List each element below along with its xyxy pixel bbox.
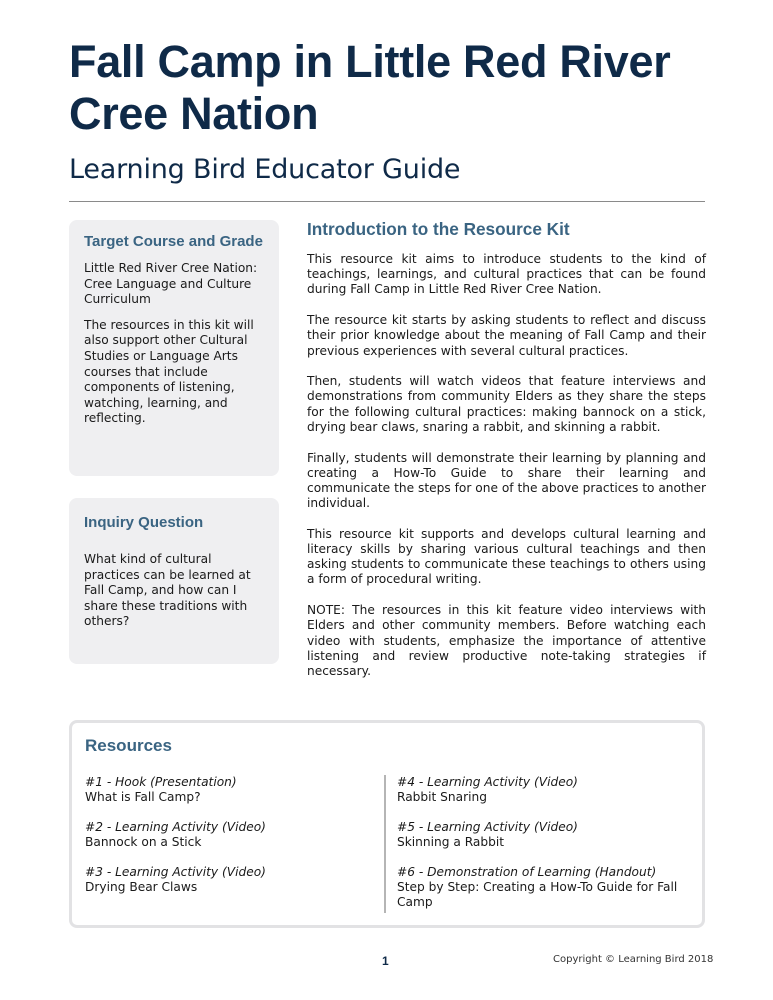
resource-item — [397, 865, 697, 910]
intro-paragraph: The resource kit starts by asking students to reflect and discuss their prior knowledge about the meaning of Fall Camp and their previous experiences with several cultural practices. — [307, 313, 706, 358]
resource-item — [397, 820, 697, 850]
resources-column-divider — [384, 775, 386, 913]
resource-item — [85, 775, 375, 805]
resource-name: Step by Step: Creating a How-To Guide for Fall Camp — [397, 880, 678, 909]
resource-name: Drying Bear Claws — [85, 880, 198, 894]
resource-type: #1 - Hook (Presentation) — [85, 775, 237, 789]
resource-type: #4 - Learning Activity (Video) — [397, 775, 578, 789]
resources-heading: Resources — [85, 736, 172, 755]
resources-box — [69, 720, 705, 928]
inquiry-question-box — [69, 498, 279, 664]
intro-paragraph: This resource kit aims to introduce students to the kind of teachings, learnings, and cultural practices that can be found during Fall Camp in Little Red River Cree Nation. — [307, 252, 706, 297]
resource-type: #6 - Demonstration of Learning (Handout) — [397, 865, 657, 879]
resource-item — [85, 820, 375, 850]
target-course-support-text: The resources in this kit will also support other Cultural Studies or Language Arts courses that include components of listening, watching, learning, and reflecting. — [84, 317, 254, 426]
page-number: 1 — [382, 954, 389, 968]
intro-paragraph: Then, students will watch videos that feature interviews and demonstrations from community Elders as they share the steps for the following cultural practices: making bannock on a stick, drying bear claws, snaring a rabbit, and skinning a rabbit. — [307, 374, 706, 434]
resources-right-column — [397, 775, 697, 925]
intro-paragraph: This resource kit supports and develops cultural learning and literacy skills by sharing various cultural teachings and then asking students to communicate these teachings to others using a form of procedural writing. — [307, 526, 706, 587]
introduction-heading: Introduction to the Resource Kit — [307, 219, 570, 239]
intro-paragraph: Finally, students will demonstrate their learning by planning and creating a How-To Guide to share their learning and communicate the steps for one of the above practices to another individual. — [307, 450, 706, 511]
document-subtitle: Learning Bird Educator Guide — [69, 154, 461, 185]
target-course-heading: Target Course and Grade — [84, 233, 263, 250]
target-course-text: Little Red River Cree Nation: Cree Language and Culture Curriculum — [84, 261, 258, 307]
document-title: Fall Camp in Little Red River Cree Nation — [69, 36, 671, 139]
copyright-notice: Copyright © Learning Bird 2018 — [553, 954, 714, 965]
resource-type: #3 - Learning Activity (Video) — [85, 865, 266, 879]
resources-left-column — [85, 775, 375, 910]
resource-name: What is Fall Camp? — [85, 790, 201, 804]
resource-name: Rabbit Snaring — [397, 790, 487, 804]
inquiry-question-heading: Inquiry Question — [84, 514, 204, 531]
resource-name: Skinning a Rabbit — [397, 835, 504, 849]
resource-item — [397, 775, 697, 805]
resource-type: #5 - Learning Activity (Video) — [397, 820, 578, 834]
resource-type: #2 - Learning Activity (Video) — [85, 820, 266, 834]
intro-note-paragraph: NOTE: The resources in this kit feature video interviews with Elders and other community members. Before watching each video with students, emphasize the importance of attentive listening and review productive note-taking strategies if necessary. — [307, 603, 706, 678]
resource-name: Bannock on a Stick — [85, 835, 202, 849]
inquiry-question-text: What kind of cultural practices can be learned at Fall Camp, and how can I share these traditions with others? — [84, 552, 251, 629]
target-course-box — [69, 220, 279, 476]
introduction-section — [307, 218, 706, 695]
resource-item — [85, 865, 375, 895]
header-divider — [69, 201, 705, 202]
